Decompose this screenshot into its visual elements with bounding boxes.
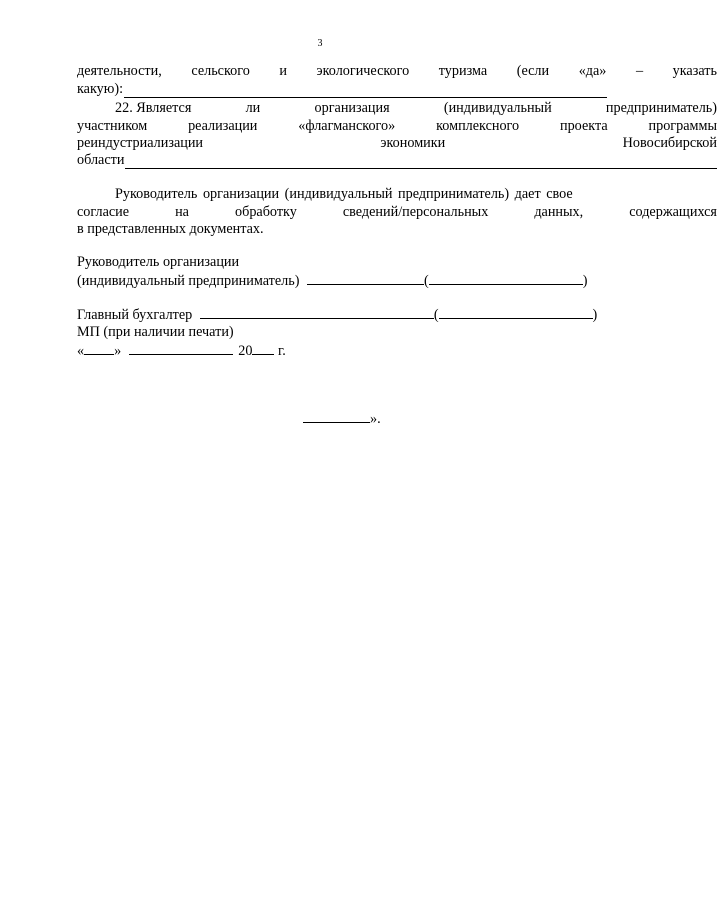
word: содержащихся bbox=[629, 204, 717, 220]
date-day-blank[interactable] bbox=[84, 341, 114, 355]
word: «да» bbox=[578, 63, 607, 79]
para21-label: какую): bbox=[77, 81, 124, 97]
head-signature-blank[interactable] bbox=[307, 271, 424, 285]
open-paren: ( bbox=[423, 273, 429, 289]
word: программы bbox=[648, 118, 717, 134]
word: туризма bbox=[438, 63, 488, 79]
date-month-blank[interactable] bbox=[129, 341, 233, 355]
date-year-blank[interactable] bbox=[252, 341, 274, 355]
word: Новосибирской bbox=[622, 135, 717, 151]
word: проекта bbox=[560, 118, 608, 134]
word: данных, bbox=[534, 204, 584, 220]
para22-label: области bbox=[77, 152, 125, 168]
close-paren: ) bbox=[582, 273, 588, 289]
word: на bbox=[175, 204, 189, 220]
head-label-2: (индивидуальный предприниматель) bbox=[77, 273, 300, 289]
word: участником bbox=[77, 118, 148, 134]
open-paren: ( bbox=[433, 307, 439, 323]
date-open-quote: « bbox=[77, 343, 85, 359]
para22-line2 bbox=[77, 117, 717, 135]
para21-line2 bbox=[77, 80, 607, 98]
accountant-label: Главный бухгалтер bbox=[77, 307, 193, 323]
para21-line1 bbox=[77, 62, 717, 80]
consent-line2 bbox=[77, 203, 717, 221]
head-signature-row bbox=[77, 271, 608, 289]
close-paren: ) bbox=[592, 307, 598, 323]
word: комплексного bbox=[436, 118, 520, 134]
word: экономики bbox=[380, 135, 446, 151]
word: организация bbox=[314, 100, 390, 116]
accountant-name-blank[interactable] bbox=[439, 305, 593, 319]
consent-line1 bbox=[77, 185, 717, 203]
word: обработку bbox=[235, 204, 297, 220]
word: деятельности, bbox=[77, 63, 162, 79]
para22-line4 bbox=[77, 151, 717, 169]
closing-blank bbox=[303, 409, 370, 423]
para22-line3 bbox=[77, 134, 717, 152]
word: сельского bbox=[191, 63, 250, 79]
word: «флагманского» bbox=[298, 118, 396, 134]
word: сведений/персональных bbox=[342, 204, 489, 220]
word: реализации bbox=[188, 118, 258, 134]
word: согласие bbox=[77, 204, 130, 220]
para21-answer-blank[interactable] bbox=[124, 83, 607, 98]
stamp-label: МП (при наличии печати) bbox=[77, 324, 234, 340]
word: ли bbox=[245, 100, 261, 116]
date-close-quote: » bbox=[114, 343, 122, 359]
accountant-signature-blank[interactable] bbox=[200, 305, 434, 319]
word: (индивидуальный bbox=[443, 100, 552, 116]
consent-line3: в представленных документах. bbox=[77, 221, 264, 237]
closing-row bbox=[303, 409, 423, 427]
word: (если bbox=[516, 63, 550, 79]
word: предприниматель) bbox=[605, 100, 717, 116]
para22-answer-blank[interactable] bbox=[125, 154, 717, 169]
page-number: 3 bbox=[317, 38, 323, 49]
date-year-prefix: 20 bbox=[238, 343, 253, 359]
head-name-blank[interactable] bbox=[429, 271, 583, 285]
date-year-suffix: г. bbox=[278, 343, 286, 359]
word: указать bbox=[672, 63, 717, 79]
word: экологического bbox=[316, 63, 410, 79]
consent-text: Руководитель организации (индивидуальный предприниматель) дает свое bbox=[115, 186, 573, 202]
closing-suffix: ». bbox=[370, 411, 381, 427]
word: – bbox=[635, 63, 644, 79]
accountant-signature-row bbox=[77, 305, 608, 323]
word: и bbox=[279, 63, 287, 79]
head-label-1: Руководитель организации bbox=[77, 254, 240, 270]
word: 22. Является bbox=[115, 100, 192, 116]
date-row bbox=[77, 341, 608, 359]
para22-line1 bbox=[77, 99, 717, 117]
word: реиндустриализации bbox=[77, 135, 204, 151]
